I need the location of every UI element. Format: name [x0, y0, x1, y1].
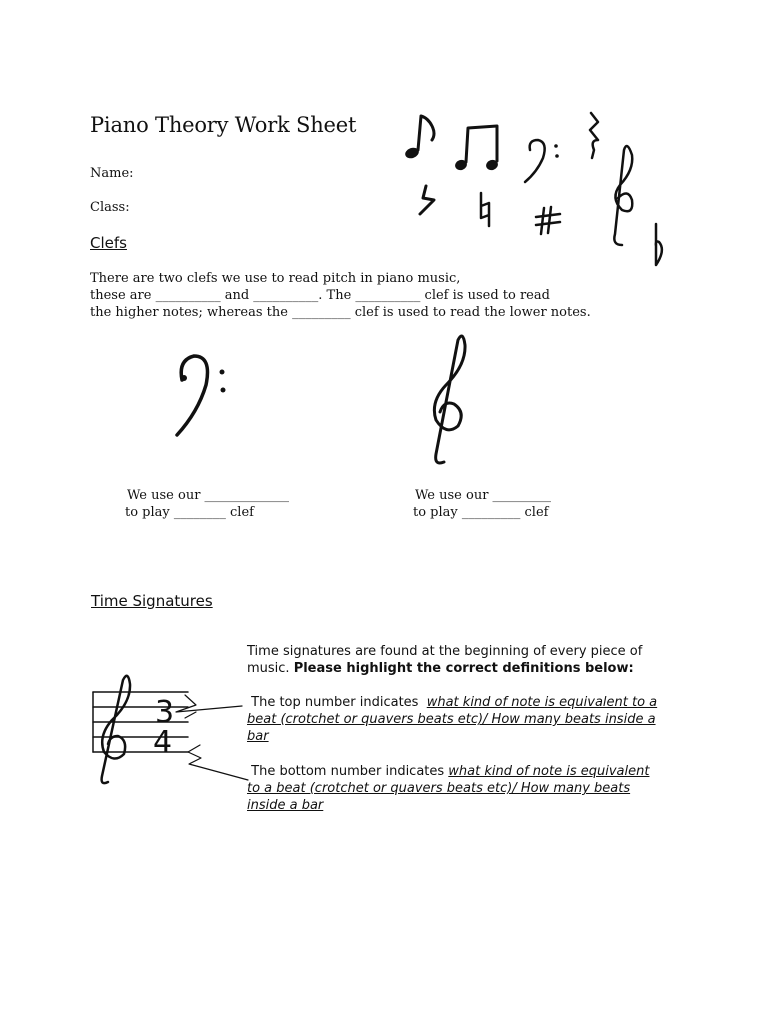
intro-line-2-plain: music.	[247, 661, 294, 676]
clefs-heading: Clefs	[90, 234, 127, 252]
bottom-options-line-2: to a beat (crotchet or quavers beats etc)/ How many beats	[247, 781, 631, 796]
class-label: Class:	[90, 200, 130, 215]
top-options-line-2: beat (crotchet or quavers beats etc)/ How many beats inside a	[247, 712, 656, 727]
left-use-line: We use our _____________	[127, 488, 290, 503]
bottom-pointer-arrow	[188, 745, 248, 780]
intro-line-1: Time signatures are found at the beginning of every piece of	[247, 644, 643, 659]
clefs-line-2: these are __________ and __________. The __________ clef is used to read	[90, 288, 550, 303]
left-play-line: to play ________ clef	[125, 505, 254, 520]
time-signatures-heading: Time Signatures	[91, 592, 213, 610]
bottom-options-line-3: inside a bar	[247, 798, 324, 813]
clefs-line-1: There are two clefs we use to read pitch in piano music,	[90, 271, 461, 286]
bottom-options-line-1: what kind of note is equivalent	[448, 764, 650, 779]
top-number-definition	[247, 694, 657, 745]
bottom-prefix: The bottom number indicates	[247, 764, 449, 779]
right-use-line: We use our _________	[415, 488, 552, 503]
time-sig-numerator: 3	[155, 695, 175, 730]
top-prefix: The top number indicates	[247, 695, 427, 710]
bottom-number-definition	[247, 763, 649, 814]
bottom-line-1	[247, 763, 649, 780]
top-line-1	[247, 694, 657, 711]
time-sig-denominator: 4	[153, 725, 173, 760]
page-title: Piano Theory Work Sheet	[90, 113, 357, 137]
name-label: Name:	[90, 166, 134, 181]
top-options-line-1: what kind of note is equivalent to a	[426, 695, 658, 710]
intro-instruction: Please highlight the correct definitions below:	[293, 661, 634, 676]
right-play-line: to play _________ clef	[413, 505, 549, 520]
clefs-line-3: the higher notes; whereas the _________ clef is used to read the lower notes.	[90, 305, 591, 320]
top-options-line-3: bar	[247, 729, 269, 744]
